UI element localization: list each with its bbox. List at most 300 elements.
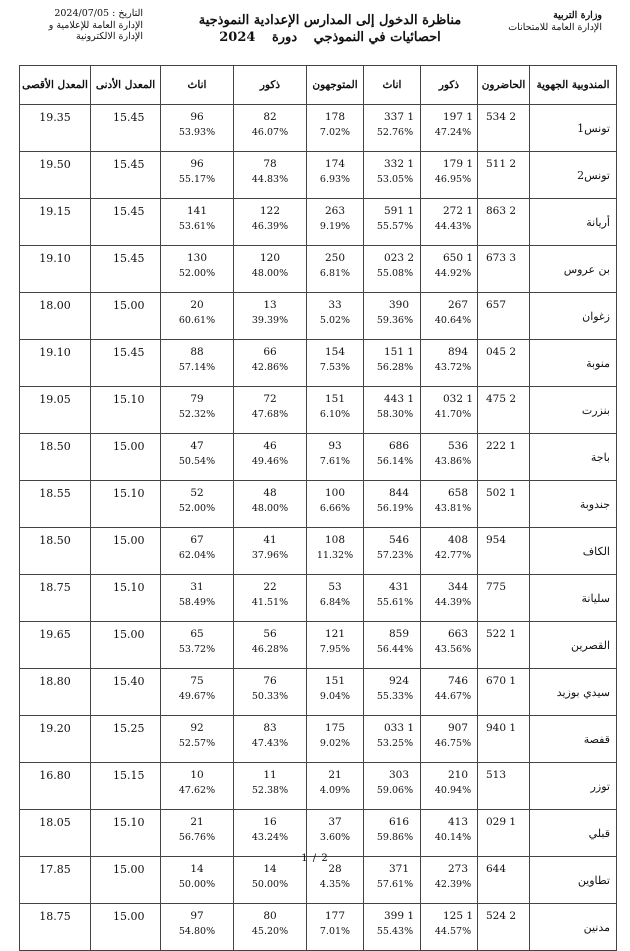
admitted-males-value: 41 [263, 534, 277, 546]
admitted-females-cell [161, 528, 234, 575]
males-value: 1 125 [442, 910, 474, 922]
admitted-males-percent: 50.33% [251, 691, 289, 702]
admitted-males-value: 120 [259, 252, 281, 264]
admitted-males-percent: 44.83% [251, 174, 289, 185]
admitted-females-value: 52 [190, 487, 204, 499]
subtitle-text: احصائيات في النموذجي [313, 30, 441, 45]
col-max-average: المعدل الأقصى [20, 66, 91, 105]
admitted-females-percent: 53.61% [178, 221, 216, 232]
ministry-name: وزارة التربية [553, 10, 602, 21]
region-cell: سليانة [530, 575, 617, 622]
admitted-males-value: 80 [263, 910, 277, 922]
females-percent: 53.05% [376, 174, 414, 185]
admitted-cell [307, 387, 364, 434]
admitted-percent: 9.04% [319, 691, 351, 702]
admitted-males-percent: 46.28% [251, 644, 289, 655]
admitted-cell [307, 622, 364, 669]
admitted-value: 53 [328, 581, 342, 593]
males-percent: 43.81% [434, 503, 472, 514]
max-average-cell: 19.65 [20, 622, 91, 669]
admitted-males-value: 76 [263, 675, 277, 687]
admitted-value: 21 [328, 769, 342, 781]
admitted-females-percent: 54.80% [178, 926, 216, 937]
admitted-males-cell [234, 387, 307, 434]
admitted-males-value: 16 [263, 816, 277, 828]
females-percent: 55.61% [376, 597, 414, 608]
admitted-males-cell [234, 763, 307, 810]
page-title: مناظرة الدخول إلى المدارس الإعدادية النموذجية [198, 13, 462, 28]
admitted-males-value: 14 [263, 863, 277, 875]
admitted-cell [307, 105, 364, 152]
females-cell [364, 434, 421, 481]
admitted-females-percent: 57.14% [178, 362, 216, 373]
admitted-males-percent: 52.38% [251, 785, 289, 796]
admitted-males-cell [234, 152, 307, 199]
admitted-females-cell [161, 199, 234, 246]
session-label: دورة [271, 30, 298, 45]
region-cell: بن عروس [530, 246, 617, 293]
admitted-value: 151 [324, 393, 346, 405]
admitted-females-cell [161, 763, 234, 810]
admitted-males-percent: 39.39% [251, 315, 289, 326]
admitted-males-percent: 46.39% [251, 221, 289, 232]
females-cell [364, 481, 421, 528]
admitted-cell [307, 716, 364, 763]
males-percent: 42.39% [434, 879, 472, 890]
males-percent: 44.43% [434, 221, 472, 232]
admitted-males-value: 72 [263, 393, 277, 405]
females-percent: 55.57% [376, 221, 414, 232]
admitted-females-cell [161, 152, 234, 199]
males-percent: 44.57% [434, 926, 472, 937]
table-row [20, 246, 617, 293]
admitted-value: 178 [324, 111, 346, 123]
max-average-cell: 18.50 [20, 528, 91, 575]
admitted-females-value: 79 [190, 393, 204, 405]
females-value: 2 023 [383, 252, 415, 264]
col-region: المندوبية الجهوية [530, 66, 617, 105]
statistics-table [19, 65, 617, 951]
admitted-females-percent: 53.93% [178, 127, 216, 138]
title-block [185, 12, 475, 46]
females-percent: 56.19% [376, 503, 414, 514]
max-average-cell: 18.00 [20, 293, 91, 340]
admitted-females-value: 97 [190, 910, 204, 922]
min-average-cell: 15.00 [91, 293, 161, 340]
max-average-cell: 18.50 [20, 434, 91, 481]
admitted-males-percent: 47.68% [251, 409, 289, 420]
males-value: 658 [447, 487, 469, 499]
max-average-cell: 17.85 [20, 857, 91, 904]
males-percent: 44.39% [434, 597, 472, 608]
admitted-cell [307, 528, 364, 575]
directorate-name: الإدارة العامة للامتحانات [508, 22, 602, 33]
table-row [20, 434, 617, 481]
males-value: 894 [447, 346, 469, 358]
admitted-males-cell [234, 904, 307, 951]
admitted-females-cell [161, 434, 234, 481]
males-value: 536 [447, 440, 469, 452]
min-average-cell: 15.00 [91, 857, 161, 904]
females-value: 844 [388, 487, 410, 499]
region-cell: زغوان [530, 293, 617, 340]
females-value: 1 332 [383, 158, 415, 170]
females-value: 1 337 [383, 111, 415, 123]
females-value: 371 [388, 863, 410, 875]
admitted-cell [307, 810, 364, 857]
males-cell [421, 763, 478, 810]
males-cell [421, 810, 478, 857]
max-average-cell: 18.80 [20, 669, 91, 716]
admitted-value: 263 [324, 205, 346, 217]
admitted-value: 174 [324, 158, 346, 170]
region-cell: تونس2 [530, 152, 617, 199]
females-percent: 56.14% [376, 456, 414, 467]
males-cell [421, 293, 478, 340]
admitted-males-cell [234, 434, 307, 481]
present-cell: 1 502 [478, 481, 530, 528]
table-row [20, 669, 617, 716]
females-value: 859 [388, 628, 410, 640]
admitted-value: 37 [328, 816, 342, 828]
males-cell [421, 152, 478, 199]
admitted-females-percent: 47.62% [178, 785, 216, 796]
present-cell: 2 511 [478, 152, 530, 199]
females-percent: 55.43% [376, 926, 414, 937]
info-block [18, 8, 143, 43]
min-average-cell: 15.00 [91, 622, 161, 669]
admitted-percent: 11.32% [316, 550, 354, 561]
admitted-percent: 3.60% [319, 832, 351, 843]
admitted-cell [307, 904, 364, 951]
females-value: 616 [388, 816, 410, 828]
present-cell: 3 673 [478, 246, 530, 293]
admitted-males-value: 48 [263, 487, 277, 499]
region-cell: أريانة [530, 199, 617, 246]
admitted-males-value: 13 [263, 299, 277, 311]
males-cell [421, 575, 478, 622]
males-percent: 40.64% [434, 315, 472, 326]
males-value: 1 179 [442, 158, 474, 170]
males-percent: 47.24% [434, 127, 472, 138]
admitted-females-percent: 56.76% [178, 832, 216, 843]
admitted-females-cell [161, 246, 234, 293]
admitted-cell [307, 434, 364, 481]
females-percent: 55.08% [376, 268, 414, 279]
admitted-females-cell [161, 716, 234, 763]
min-average-cell: 15.45 [91, 340, 161, 387]
females-cell [364, 199, 421, 246]
females-cell [364, 810, 421, 857]
admitted-males-value: 66 [263, 346, 277, 358]
females-value: 686 [388, 440, 410, 452]
region-cell: جندوبة [530, 481, 617, 528]
region-cell: توزر [530, 763, 617, 810]
present-cell: 644 [478, 857, 530, 904]
admitted-males-percent: 45.20% [251, 926, 289, 937]
admitted-males-value: 56 [263, 628, 277, 640]
table-row [20, 340, 617, 387]
region-cell: قفصة [530, 716, 617, 763]
present-cell: 1 222 [478, 434, 530, 481]
admitted-females-percent: 52.57% [178, 738, 216, 749]
males-cell [421, 246, 478, 293]
col-present: الحاضرون [478, 66, 530, 105]
admitted-females-value: 10 [190, 769, 204, 781]
admitted-value: 154 [324, 346, 346, 358]
admitted-females-cell [161, 575, 234, 622]
min-average-cell: 15.10 [91, 387, 161, 434]
min-average-cell: 15.15 [91, 763, 161, 810]
admitted-males-value: 122 [259, 205, 281, 217]
admitted-females-cell [161, 105, 234, 152]
admitted-females-value: 130 [186, 252, 208, 264]
col-admitted-females: اناث [161, 66, 234, 105]
admitted-value: 28 [328, 863, 342, 875]
max-average-cell: 19.35 [20, 105, 91, 152]
max-average-cell: 18.75 [20, 575, 91, 622]
admitted-males-cell [234, 340, 307, 387]
admitted-value: 108 [324, 534, 346, 546]
max-average-cell: 19.50 [20, 152, 91, 199]
females-cell [364, 246, 421, 293]
present-cell: 2 475 [478, 387, 530, 434]
admitted-females-percent: 58.49% [178, 597, 216, 608]
min-average-cell: 15.10 [91, 481, 161, 528]
admitted-males-cell [234, 575, 307, 622]
admitted-value: 250 [324, 252, 346, 264]
females-value: 1 591 [383, 205, 415, 217]
males-percent: 40.14% [434, 832, 472, 843]
admitted-females-value: 14 [190, 863, 204, 875]
admitted-females-value: 67 [190, 534, 204, 546]
admitted-females-cell [161, 904, 234, 951]
admitted-cell [307, 669, 364, 716]
females-percent: 59.86% [376, 832, 414, 843]
max-average-cell: 19.20 [20, 716, 91, 763]
min-average-cell: 15.25 [91, 716, 161, 763]
admitted-females-cell [161, 293, 234, 340]
admitted-males-cell [234, 528, 307, 575]
females-cell [364, 904, 421, 951]
admitted-males-value: 82 [263, 111, 277, 123]
admitted-percent: 6.84% [319, 597, 351, 608]
max-average-cell: 18.55 [20, 481, 91, 528]
col-admitted-males: ذكور [234, 66, 307, 105]
max-average-cell: 19.10 [20, 340, 91, 387]
males-value: 1 272 [442, 205, 474, 217]
females-cell [364, 387, 421, 434]
admitted-percent: 9.02% [319, 738, 351, 749]
females-value: 1 443 [383, 393, 415, 405]
admitted-males-value: 22 [263, 581, 277, 593]
info-dept-line-1: الإدارة العامة للإعلامية و [48, 19, 143, 31]
admitted-females-value: 20 [190, 299, 204, 311]
males-percent: 42.77% [434, 550, 472, 561]
admitted-females-percent: 62.04% [178, 550, 216, 561]
admitted-females-value: 141 [186, 205, 208, 217]
admitted-percent: 7.01% [319, 926, 351, 937]
region-cell: قبلي [530, 810, 617, 857]
females-percent: 57.61% [376, 879, 414, 890]
admitted-males-percent: 48.00% [251, 268, 289, 279]
males-value: 1 197 [442, 111, 474, 123]
females-cell [364, 575, 421, 622]
region-cell: مدنين [530, 904, 617, 951]
table-row [20, 575, 617, 622]
admitted-percent: 4.09% [319, 785, 351, 796]
admitted-females-percent: 49.67% [178, 691, 216, 702]
table-row [20, 528, 617, 575]
females-cell [364, 622, 421, 669]
admitted-females-percent: 50.54% [178, 456, 216, 467]
max-average-cell: 19.15 [20, 199, 91, 246]
admitted-females-value: 75 [190, 675, 204, 687]
females-percent: 57.23% [376, 550, 414, 561]
females-value: 390 [388, 299, 410, 311]
col-females: اناث [364, 66, 421, 105]
col-males: ذكور [421, 66, 478, 105]
admitted-cell [307, 575, 364, 622]
males-cell [421, 528, 478, 575]
min-average-cell: 15.45 [91, 246, 161, 293]
table-row [20, 387, 617, 434]
present-cell: 1 029 [478, 810, 530, 857]
males-cell [421, 716, 478, 763]
admitted-females-percent: 60.61% [178, 315, 216, 326]
table-body [20, 105, 617, 951]
females-percent: 53.25% [376, 738, 414, 749]
present-cell: 775 [478, 575, 530, 622]
admitted-females-percent: 50.00% [178, 879, 216, 890]
table-row [20, 105, 617, 152]
females-cell [364, 293, 421, 340]
females-cell [364, 105, 421, 152]
admitted-males-cell [234, 716, 307, 763]
admitted-females-value: 96 [190, 158, 204, 170]
admitted-males-value: 11 [263, 769, 277, 781]
admitted-percent: 7.53% [319, 362, 351, 373]
min-average-cell: 15.10 [91, 810, 161, 857]
males-value: 344 [447, 581, 469, 593]
admitted-males-value: 78 [263, 158, 277, 170]
table-row [20, 622, 617, 669]
admitted-percent: 6.93% [319, 174, 351, 185]
males-percent: 43.56% [434, 644, 472, 655]
admitted-cell [307, 293, 364, 340]
admitted-males-percent: 46.07% [251, 127, 289, 138]
males-value: 408 [447, 534, 469, 546]
admitted-females-percent: 52.00% [178, 268, 216, 279]
present-cell: 954 [478, 528, 530, 575]
max-average-cell: 19.05 [20, 387, 91, 434]
females-percent: 59.06% [376, 785, 414, 796]
admitted-females-percent: 55.17% [178, 174, 216, 185]
admitted-females-percent: 53.72% [178, 644, 216, 655]
present-cell: 2 045 [478, 340, 530, 387]
admitted-males-percent: 48.00% [251, 503, 289, 514]
table-row [20, 199, 617, 246]
females-value: 1 033 [383, 722, 415, 734]
region-cell: القصرين [530, 622, 617, 669]
admitted-females-value: 47 [190, 440, 204, 452]
admitted-cell [307, 340, 364, 387]
admitted-cell [307, 246, 364, 293]
admitted-value: 100 [324, 487, 346, 499]
min-average-cell: 15.45 [91, 105, 161, 152]
admitted-value: 121 [324, 628, 346, 640]
males-percent: 40.94% [434, 785, 472, 796]
females-value: 546 [388, 534, 410, 546]
females-percent: 59.36% [376, 315, 414, 326]
admitted-males-value: 46 [263, 440, 277, 452]
present-cell: 2 534 [478, 105, 530, 152]
present-cell: 1 940 [478, 716, 530, 763]
page-subtitle [185, 29, 475, 46]
males-percent: 46.95% [434, 174, 472, 185]
males-percent: 41.70% [434, 409, 472, 420]
session-year: 2024 [219, 30, 256, 45]
males-percent: 44.67% [434, 691, 472, 702]
males-value: 267 [447, 299, 469, 311]
region-cell: تونس1 [530, 105, 617, 152]
females-cell [364, 669, 421, 716]
table-row [20, 810, 617, 857]
admitted-percent: 6.10% [319, 409, 351, 420]
table-row [20, 293, 617, 340]
table-row [20, 481, 617, 528]
admitted-females-value: 96 [190, 111, 204, 123]
table-row [20, 763, 617, 810]
females-cell [364, 340, 421, 387]
females-cell [364, 152, 421, 199]
admitted-value: 177 [324, 910, 346, 922]
males-cell [421, 434, 478, 481]
table-row [20, 152, 617, 199]
admitted-value: 33 [328, 299, 342, 311]
min-average-cell: 15.10 [91, 575, 161, 622]
admitted-value: 151 [324, 675, 346, 687]
males-cell [421, 904, 478, 951]
admitted-females-value: 65 [190, 628, 204, 640]
males-cell [421, 481, 478, 528]
males-value: 663 [447, 628, 469, 640]
info-dept-line-2: الإدارة الالكترونية [75, 31, 143, 42]
males-value: 1 650 [442, 252, 474, 264]
males-percent: 46.75% [434, 738, 472, 749]
admitted-males-cell [234, 246, 307, 293]
admitted-males-cell [234, 481, 307, 528]
present-cell: 2 524 [478, 904, 530, 951]
min-average-cell: 15.45 [91, 199, 161, 246]
admitted-percent: 6.81% [319, 268, 351, 279]
admitted-females-cell [161, 387, 234, 434]
admitted-males-cell [234, 622, 307, 669]
males-value: 413 [447, 816, 469, 828]
males-value: 273 [447, 863, 469, 875]
present-cell: 657 [478, 293, 530, 340]
max-average-cell: 18.75 [20, 904, 91, 951]
admitted-percent: 5.02% [319, 315, 351, 326]
present-cell: 1 670 [478, 669, 530, 716]
max-average-cell: 16.80 [20, 763, 91, 810]
admitted-cell [307, 199, 364, 246]
admitted-females-cell [161, 340, 234, 387]
males-cell [421, 669, 478, 716]
admitted-cell [307, 763, 364, 810]
females-value: 1 399 [383, 910, 415, 922]
min-average-cell: 15.00 [91, 434, 161, 481]
